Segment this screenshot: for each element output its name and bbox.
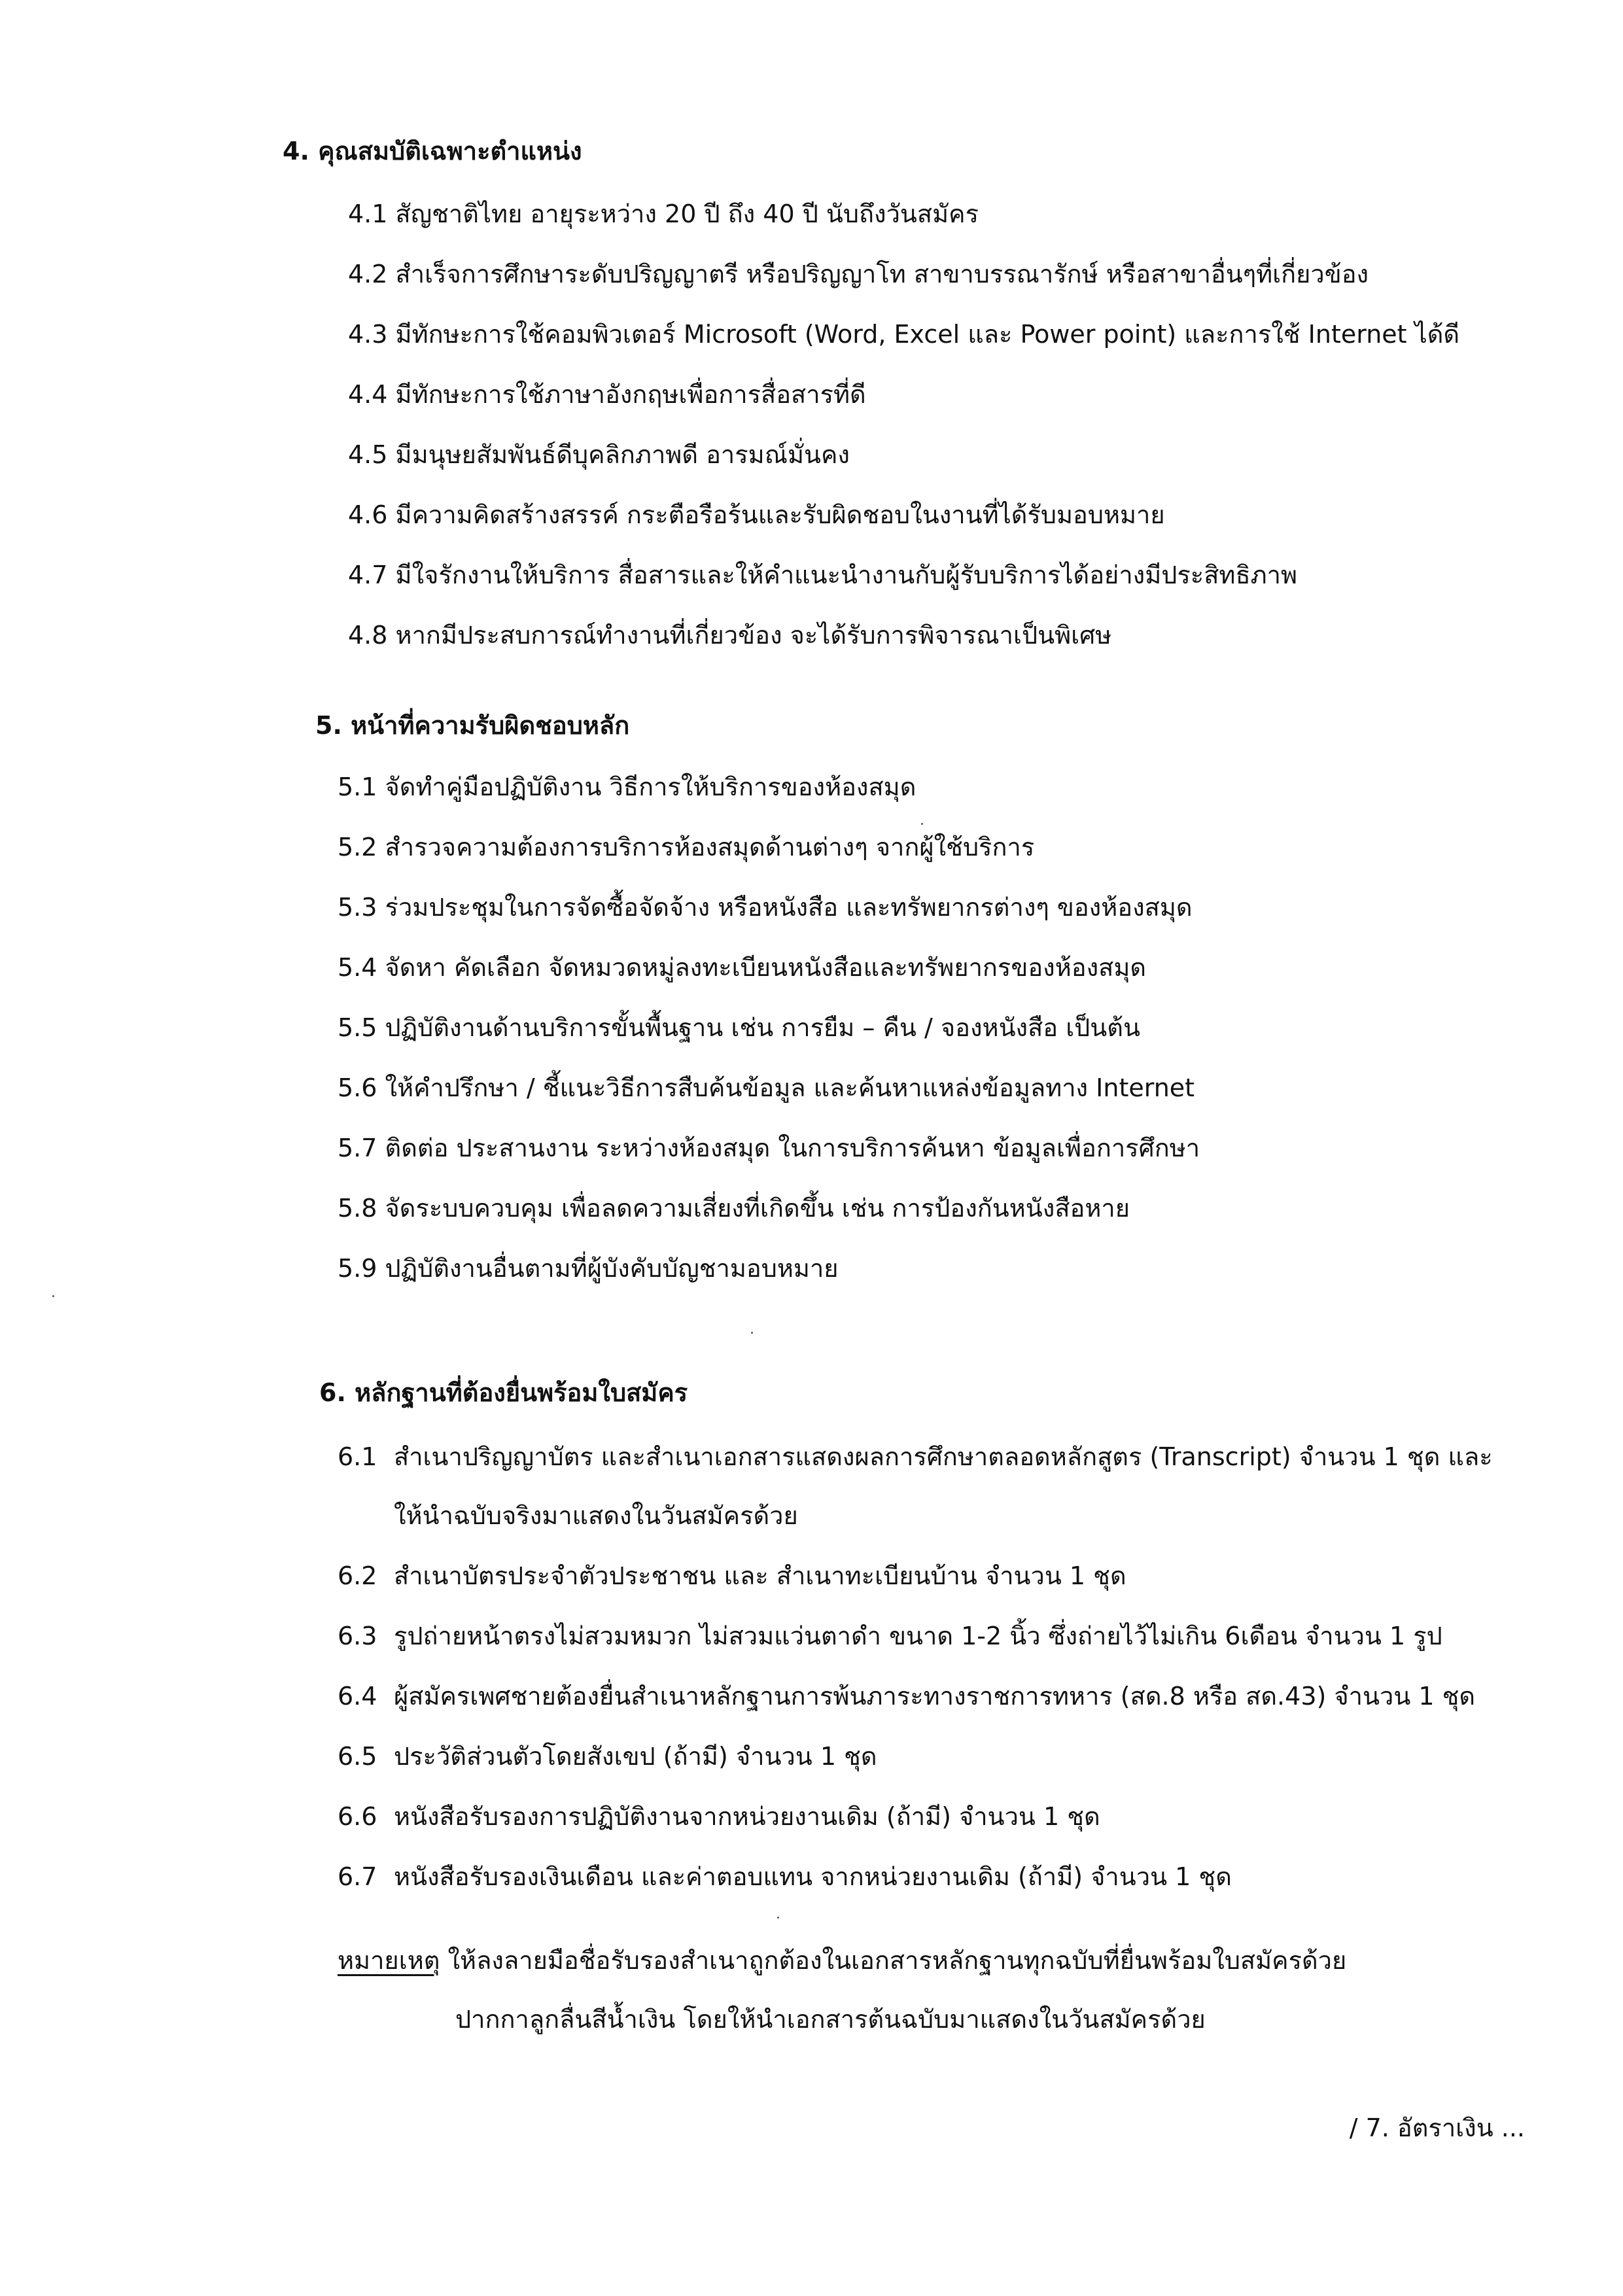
item-number: 4.8: [348, 621, 388, 650]
item-5-2: [338, 835, 1034, 860]
note-text: ให้ลงลายมือชื่อรับรองสำเนาถูกต้องในเอกสารหลักฐานทุกฉบับที่ยื่นพร้อมใบสมัครด้วย: [440, 1946, 1347, 1975]
item-number: 4.4: [348, 380, 388, 409]
item-text: ให้คำปรึกษา / ชี้แนะวิธีการสืบค้นข้อมูล และค้นหาแหล่งข้อมูลทาง Internet: [385, 1073, 1195, 1102]
item-number: 6.7: [338, 1862, 377, 1891]
item-number: 5.2: [338, 833, 377, 861]
item-6-1: [338, 1444, 1493, 1469]
item-number: 6.2: [338, 1561, 377, 1590]
item-5-1: [338, 774, 916, 799]
item-text: หนังสือรับรองการปฏิบัติงานจากหน่วยงานเดิม (ถ้ามี) จำนวน 1 ชุด: [394, 1802, 1100, 1831]
item-number: 5.7: [338, 1134, 377, 1162]
note-continued: ปากกาลูกลื่นสีน้ำเงิน โดยให้นำเอกสารต้นฉบับมาแสดงในวันสมัครด้วย: [455, 2005, 1206, 2034]
note: [338, 1948, 1346, 1973]
item-6-1-continued: ให้นำฉบับจริงมาแสดงในวันสมัครด้วย: [394, 1501, 798, 1530]
item-number: 5.9: [338, 1254, 377, 1283]
item-6-7: [338, 1864, 1232, 1889]
item-text: มีทักษะการใช้คอมพิวเตอร์ Microsoft (Word, Excel และ Power point) และการใช้ Internet ได้ดี: [395, 320, 1460, 349]
item-number: 5.5: [338, 1013, 377, 1042]
item-number: 5.8: [338, 1194, 377, 1223]
item-text: ปฏิบัติงานด้านบริการขั้นพื้นฐาน เช่น การยืม – คืน / จองหนังสือ เป็นต้น: [385, 1013, 1140, 1042]
item-number: 6.6: [338, 1802, 377, 1831]
item-number: 6.5: [338, 1742, 377, 1771]
item-text: สำเร็จการศึกษาระดับปริญญาตรี หรือปริญญาโท สาขาบรรณารักษ์ หรือสาขาอื่นๆที่เกี่ยวข้อง: [395, 260, 1369, 288]
item-text: หนังสือรับรองเงินเดือน และค่าตอบแทน จากหน่วยงานเดิม (ถ้ามี) จำนวน 1 ชุด: [394, 1862, 1232, 1891]
item-4-1: [348, 201, 979, 226]
item-5-9: [338, 1256, 839, 1281]
next-page-reference: / 7. อัตราเงิน ...: [1349, 2113, 1525, 2142]
item-4-6: [348, 502, 1165, 527]
item-number: 5.1: [338, 773, 377, 801]
item-6-6: [338, 1804, 1100, 1829]
note-label: หมายเหตุ: [338, 1946, 440, 1975]
item-text: สำรวจความต้องการบริการห้องสมุดด้านต่างๆ จากผู้ใช้บริการ: [385, 833, 1035, 861]
item-number: 5.4: [338, 953, 377, 982]
item-text: มีมนุษยสัมพันธ์ดีบุคลิกภาพดี อารมณ์มั่นคง: [395, 440, 850, 469]
item-6-5: [338, 1744, 877, 1769]
item-6-4: [338, 1684, 1475, 1709]
item-number: 6.1: [338, 1442, 377, 1471]
item-text: มีความคิดสร้างสรรค์ กระตือรือร้นและรับผิดชอบในงานที่ได้รับมอบหมาย: [395, 500, 1165, 529]
item-number: 4.2: [348, 260, 388, 288]
item-5-4: [338, 955, 1146, 980]
item-number: 4.1: [348, 200, 388, 228]
item-number: 5.3: [338, 893, 377, 922]
item-6-3: [338, 1624, 1442, 1648]
item-text: จัดระบบควบคุม เพื่อลดความเสี่ยงที่เกิดขึ้น เช่น การป้องกันหนังสือหาย: [385, 1194, 1130, 1223]
item-6-2: [338, 1563, 1126, 1588]
item-5-6: [338, 1075, 1195, 1100]
item-text: ประวัติส่วนตัวโดยสังเขป (ถ้ามี) จำนวน 1 ชุด: [394, 1742, 877, 1771]
item-text: จัดทำคู่มือปฏิบัติงาน วิธีการให้บริการของห้องสมุด: [385, 773, 916, 801]
item-number: 4.6: [348, 500, 388, 529]
scan-speck: [921, 823, 923, 825]
item-text: ร่วมประชุมในการจัดซื้อจัดจ้าง หรือหนังสือ และทรัพยากรต่างๆ ของห้องสมุด: [385, 893, 1193, 922]
item-5-8: [338, 1196, 1130, 1221]
item-5-5: [338, 1015, 1140, 1040]
section-5-heading: 5. หน้าที่ความรับผิดชอบหลัก: [315, 711, 630, 740]
item-number: 5.6: [338, 1073, 377, 1102]
item-4-4: [348, 382, 866, 407]
item-4-3: [348, 322, 1459, 347]
item-text: สัญชาติไทย อายุระหว่าง 20 ปี ถึง 40 ปี นับถึงวันสมัคร: [395, 200, 979, 228]
item-number: 4.5: [348, 440, 388, 469]
scan-speck: [751, 1332, 753, 1334]
item-text: จัดหา คัดเลือก จัดหมวดหมู่ลงทะเบียนหนังสือและทรัพยากรของห้องสมุด: [385, 953, 1147, 982]
item-4-5: [348, 442, 850, 467]
item-5-7: [338, 1136, 1200, 1160]
item-text: รูปถ่ายหน้าตรงไม่สวมหมวก ไม่สวมแว่นตาดำ ขนาด 1-2 นิ้ว ซึ่งถ่ายไว้ไม่เกิน 6เดือน จำนวน 1 รูป: [394, 1622, 1442, 1650]
item-number: 4.3: [348, 320, 388, 349]
scan-speck: [777, 1917, 779, 1919]
item-text: มีทักษะการใช้ภาษาอังกฤษเพื่อการสื่อสารที่ดี: [395, 380, 866, 409]
item-text: ปฏิบัติงานอื่นตามที่ผู้บังคับบัญชามอบหมาย: [385, 1254, 839, 1283]
item-text: ติดต่อ ประสานงาน ระหว่างห้องสมุด ในการบริการค้นหา ข้อมูลเพื่อการศึกษา: [385, 1134, 1200, 1162]
item-number: 4.7: [348, 561, 388, 589]
item-text: สำเนาปริญญาบัตร และสำเนาเอกสารแสดงผลการศึกษาตลอดหลักสูตร (Transcript) จำนวน 1 ชุด และ: [394, 1442, 1493, 1471]
item-4-7: [348, 563, 1297, 587]
item-text: หากมีประสบการณ์ทำงานที่เกี่ยวข้อง จะได้รับการพิจารณาเป็นพิเศษ: [395, 621, 1112, 650]
scan-speck: [52, 1295, 54, 1297]
item-number: 6.4: [338, 1682, 377, 1711]
item-text: ผู้สมัครเพศชายต้องยื่นสำเนาหลักฐานการพ้นภาระทางราชการทหาร (สด.8 หรือ สด.43) จำนวน 1 ชุด: [394, 1682, 1476, 1711]
section-4-heading: 4. คุณสมบัติเฉพาะตำแหน่ง: [283, 137, 582, 165]
item-4-8: [348, 623, 1111, 648]
item-text: สำเนาบัตรประจำตัวประชาชน และ สำเนาทะเบียนบ้าน จำนวน 1 ชุด: [394, 1561, 1126, 1590]
item-number: 6.3: [338, 1622, 377, 1650]
item-text: มีใจรักงานให้บริการ สื่อสารและให้คำแนะนำงานกับผู้รับบริการได้อย่างมีประสิทธิภาพ: [395, 561, 1298, 589]
section-6-heading: 6. หลักฐานที่ต้องยื่นพร้อมใบสมัคร: [319, 1378, 688, 1407]
item-4-2: [348, 262, 1369, 287]
item-5-3: [338, 895, 1193, 920]
